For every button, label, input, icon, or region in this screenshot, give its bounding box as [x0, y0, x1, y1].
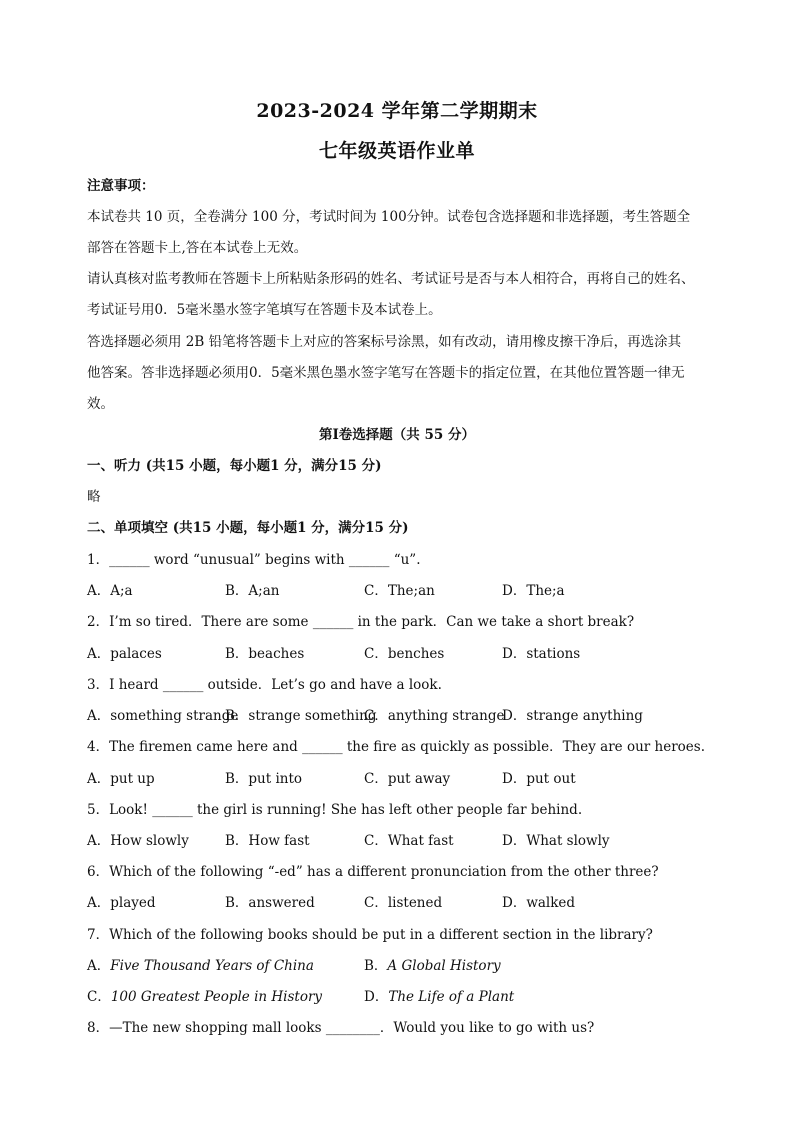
option-a: A．put up [87, 771, 155, 787]
question-stem: 5．Look! ______ the girl is running! She has left other people far behind. [87, 802, 583, 818]
option-d: D．strange anything [502, 708, 643, 724]
option-b: B．How fast [225, 833, 310, 849]
book-title: Five Thousand Years of China [110, 958, 314, 974]
option-d: D．put out [502, 771, 576, 787]
option-c [87, 988, 322, 1006]
option-a: A．played [87, 895, 156, 911]
option-label: D． [364, 989, 389, 1005]
option-c: C．What fast [364, 833, 454, 849]
option-c: C．The;an [364, 583, 435, 599]
option-c: C．benches [364, 646, 445, 662]
notice-line: 效。 [87, 396, 114, 412]
notice-line: 考试证号用0．5毫米墨水签字笔填写在答题卡及本试卷上。 [87, 302, 442, 318]
part-title: 第Ⅰ卷选择题（共 55 分） [318, 427, 475, 443]
option-b: B．beaches [225, 646, 305, 662]
notice-line: 请认真核对监考教师在答题卡上所粘贴条形码的姓名、考试证号是否与本人相符合，再将自己的姓名、 [87, 271, 695, 287]
option-a [87, 957, 314, 975]
section-heading-listening: 一、听力 (共15 小题，每小题1 分，满分15 分) [87, 458, 382, 474]
option-b: B．strange something [225, 708, 377, 724]
notice-line: 本试卷共 10 页，全卷满分 100 分，考试时间为 100分钟。试卷包含选择题和非选择题，考生答题全 [87, 209, 691, 225]
question-stem: 1．______ word “unusual” begins with ______ “u”. [87, 552, 421, 568]
option-label: B． [364, 958, 388, 974]
option-a: A．something strange [87, 708, 239, 724]
question-stem: 7．Which of the following books should be put in a different section in the library? [87, 927, 653, 943]
question-stem: 6．Which of the following “-ed” has a different pronunciation from the other three? [87, 864, 659, 880]
notice-line: 部答在答题卡上,答在本试卷上无效。 [87, 240, 308, 256]
notice-heading: 注意事项： [87, 178, 155, 194]
exam-subtitle: 七年级英语作业单 [318, 140, 475, 162]
question-stem: 2．I’m so tired．There are some ______ in the park．Can we take a short break? [87, 614, 635, 630]
book-title: A Global History [387, 958, 501, 974]
option-label: C． [87, 989, 111, 1005]
section-note: 略 [87, 489, 101, 505]
exam-title: 2023-2024 学年第二学期期末 [256, 100, 538, 122]
book-title: The Life of a Plant [388, 989, 515, 1005]
option-c: C．put away [364, 771, 451, 787]
option-b: B．A;an [225, 583, 280, 599]
notice-line: 答选择题必须用 2B 铅笔将答题卡上对应的答案标号涂黑，如有改动，请用橡皮擦干净后，再选涂其 [87, 334, 682, 350]
option-d: D．The;a [502, 583, 565, 599]
option-b [364, 957, 501, 975]
notice-line: 他答案。答非选择题必须用0．5毫米黑色墨水签字笔写在答题卡的指定位置，在其他位置答题一律无 [87, 365, 685, 381]
option-c: C．listened [364, 895, 443, 911]
option-a: A．How slowly [87, 833, 189, 849]
option-c: C．anything strange [364, 708, 505, 724]
option-d [364, 988, 514, 1006]
option-d: D．stations [502, 646, 581, 662]
option-d: D．What slowly [502, 833, 610, 849]
option-a: A．palaces [87, 646, 162, 662]
option-b: B．answered [225, 895, 315, 911]
option-b: B．put into [225, 771, 303, 787]
option-a: A．A;a [87, 583, 133, 599]
question-stem: 8．—The new shopping mall looks ________．Would you like to go with us? [87, 1020, 595, 1036]
question-stem: 3．I heard ______ outside．Let’s go and have a look. [87, 677, 442, 693]
question-stem: 4．The firemen came here and ______ the fire as quickly as possible．They are our heroes. [87, 739, 705, 755]
book-title: 100 Greatest People in History [110, 989, 323, 1005]
option-d: D．walked [502, 895, 576, 911]
option-label: A． [87, 958, 111, 974]
section-heading-single-choice: 二、单项填空 (共15 小题，每小题1 分，满分15 分) [87, 520, 409, 536]
